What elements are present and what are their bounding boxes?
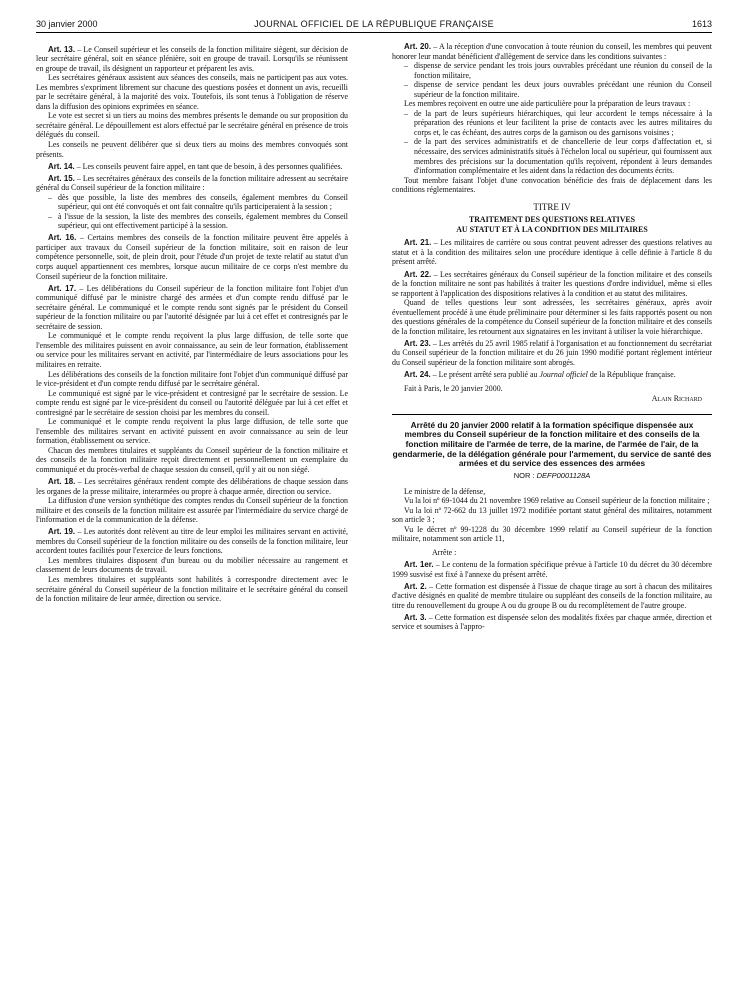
article-text: – Les secrétaires généraux des conseils de la fonction militaire adressent au secrétaire général du Conseil supérieur de la fonction militaire : [36,173,348,193]
section-subtitle-line: TRAITEMENT DES QUESTIONS RELATIVES [468,215,636,225]
article-15 [36,174,348,193]
page-header [36,14,712,33]
article-label: Art. 3. [404,612,427,622]
paragraph: Le communiqué est signé par le vice-président et contresigné par le secrétaire de session. Le compte rendu est signé par le vice-président du conseil ou l'autorité déléguée par lui à cet effet et contresigné par le secrétaire de session choisi par les membres du conseil. [36,388,348,417]
paragraph: Les membres titulaires et suppléants sont habilités à correspondre directement avec le secrétaire général du Conseil supérieur de la fonction militaire et le secrétaire général du conseil de la fonction militaire de leur armée, direction ou service. [36,575,348,604]
article-label: Art. 24. [404,370,431,379]
section-title: TITRE IV [533,201,571,212]
list-item: – dispense de service pendant les deux jours ouvrables précédant une réunion du Conseil supérieur de la fonction militaire. [404,80,712,99]
article-16 [36,233,348,281]
visa: Vu le décret nº 99-1228 du 30 décembre 1999 relatif au Conseil supérieur de la fonction militaire, notamment son article 11, [392,524,712,544]
list-item: – à l'issue de la session, la liste des membres des conseils, également membres du Conseil supérieur, qui ont effectivement participé à la session. [48,212,348,231]
article-text: – Cette formation est dispensée à l'issue de chaque tirage au sort à chacun des militaires d'active désignés en qualité de membre titulaire ou suppléant des conseils de la fonction militaire, au titre du renouvellement du groupe A ou du groupe B ou du recomplètement de l'autre groupe. [392,581,712,610]
article-text: – Cette formation est dispensée selon des modalités fixées par chaque armée, direction et service et soumises à l'appro- [392,612,712,632]
article-label: Art. 20. [404,42,432,51]
paragraph: Le communiqué et le compte rendu reçoivent la plus large diffusion, de telle sorte que l'ensemble des militaires puissent en avoir connaissance, au sein de leur formation, établissement ou service pour les militaires servant en activité, par l'intermédiaire de leurs associations pour les militaires en retraite. [36,331,348,369]
article-text: – A la réception d'une convocation à toute réunion du conseil, les membres qui peuvent honorer leur mandat bénéficient d'allègement de service dans les conditions suivantes : [392,42,712,61]
paragraph: Les secrétaires généraux assistent aux séances des conseils, mais ne participent pas aux votes. Les membres s'expriment librement sur chacune des questions posées et donnent un avis, recueilli par le secrétaire général, à la majorité des voix. Toutefois, ils sont tenus à l'obligation de réserve dans la diffusion des opinions exprimées en séance. [36,73,348,111]
article-text: – Le contenu de la formation spécifique prévue à l'article 10 du décret du 30 décembre 1999 susvisé est fixé à l'annexe du présent arrêté. [392,560,712,579]
article-22 [392,270,712,299]
dash-list [392,61,712,99]
list-item: – dès que possible, la liste des membres des conseils, également membres du Conseil supérieur, qui ont été convoqués et ont fait connaître qu'ils participeraient à la session ; [48,193,348,212]
article-text: – Les conseils peuvent faire appel, en tant que de besoin, à des personnes qualifiées. [74,161,343,171]
issue-date: 30 janvier 2000 [36,19,98,29]
nor-reference [392,471,712,481]
page-number: 1613 [691,19,712,29]
list-item: – de la part des services administratifs et de chancellerie de leur corps d'affectation et, si nécessaire, des services administratifs situés à l'échelon local ou supérieur, qui fournissent aux membres des précisions sur la documentation qu'ils reçoivent, répondent à leurs demandes d'information complémentaire et les aident dans la rédaction des documents écrits. [404,137,712,175]
article-text: – Le Conseil supérieur et les conseils de la fonction militaire siègent, sur décision de leur secrétaire général, soit en séance plénière, soit en groupe de travail. Lorsqu'ils se réunissent en groupe de travail, ils désignent un rapporteur et préparent les avis. [36,44,348,73]
decree-title: Arrêté du 20 janvier 2000 relatif à la formation spécifique dispensée aux membres du Conseil supérieur de la fonction militaire et des conseils de la fonction militaire de l'armée de terre, de la marine, de l'armée de l'air, de la gendarmerie, de la délégation générale pour l'armement, du service de santé des armées et du service des essences des armées [392,414,712,470]
article-text: – Certains membres des conseils de la fonction militaire peuvent être appelés à participer aux travaux du Conseil supérieur de la fonction militaire, soit en raison de leur compétence personnelle, soit, de plein droit, pour l'étude d'un projet de texte relatif au statut d'un corps auquel appartiennent ces membres, lorsque aucun militaire de ce corps n'est membre du Conseil supérieur de la fonction militaire. [36,233,348,281]
left-column [36,42,348,987]
nor-value: DEFP0001128A [536,471,591,481]
article-label: Art. 22. [404,269,432,279]
paragraph: Les membres titulaires disposent d'un bureau ou du mobilier nécessaire au rangement et classement de leurs documents de travail. [36,555,348,575]
paragraph: Les membres reçoivent en outre une aide particulière pour la préparation de leurs travaux : [404,99,691,109]
article-label: Art. 1er. [404,560,434,570]
article-14 [36,162,348,172]
section-subtitle [392,215,712,234]
article-label: Art. 21. [404,238,432,248]
minister-line: Le ministre de la défense, [404,486,486,496]
right-column [392,42,712,987]
section-subtitle-line: AU STATUT ET À LA CONDITION DES MILITAIRES [456,224,648,234]
article-1 [392,560,712,579]
paragraph: Les délibérations des conseils de la fonction militaire font l'objet d'un communiqué diffusé par le vice-président et d'un compte rendu diffusé par le secrétaire général. [36,369,348,389]
paragraph: Les conseils ne peuvent délibérer que si deux tiers au moins des membres convoqués sont présents. [36,139,348,159]
article-label: Art. 13. [48,44,76,54]
article-19 [36,527,348,556]
article-text: – Les délibérations du Conseil supérieur de la fonction militaire font l'objet d'un communiqué diffusé par le ministre chargé des armées et d'un compte rendu diffusé par le secrétaire général. Le communiqué et le compte rendu sont signés par le président du Conseil supérieur de la fonction militaire ou par l'autorité désignée par lui à cet effet et contresignés par le secrétaire de session. [36,283,348,331]
article-label: Art. 23. [404,338,431,348]
list-item: – dispense de service pendant les trois jours ouvrables précédant une réunion du conseil de la fonction militaire, [404,61,712,80]
article-17 [36,284,348,332]
article-text: – Les secrétaires généraux du Conseil supérieur de la fonction militaire et des conseils de la fonction militaire ne sont pas habilités à traiter les questions d'ordre individuel, même si elles se rapportent à l'application des dispositions relatives à la condition et au statut des militaires. [392,269,712,298]
article-20 [392,42,712,61]
article-label: Art. 19. [48,527,76,537]
visa: Vu la loi nº 69-1044 du 21 novembre 1969 relative au Conseil supérieur de la fonction militaire ; [404,496,710,506]
article-text: – Les secrétaires généraux rendent compte des délibérations de chaque session dans les organes de la presse militaire, interarmées ou propre à chaque armée, direction ou service. [36,477,348,496]
article-text: – Les militaires de carrière ou sous contrat peuvent adresser des questions relatives au statut et à la condition des militaires selon une procédure identique à celle définie à l'article 8 du présent arrêté. [392,238,712,267]
article-23 [392,339,712,368]
paragraph: Tout membre faisant l'objet d'une convocation bénéficie des frais de déplacement dans les conditions réglementaires. [392,175,712,195]
article-text: – Les arrêtés du 25 avril 1985 relatif à l'organisation et au fonctionnement du secrétariat du Conseil supérieur de la fonction militaire et du 26 juin 1990 modifié portant règlement intérieur du Conseil supérieur de la fonction militaire sont abrogés. [392,338,712,367]
article-label: Art. 16. [48,233,77,243]
dash-list [36,193,348,231]
paragraph: Le vote est secret si un tiers au moins des membres présents le demande ou sur proposition du secrétaire général. Le dépouillement est alors effectué par le secrétaire général en présence de trois délégués du conseil. [36,111,348,140]
paragraph: Le communiqué et le compte rendu reçoivent la plus large diffusion, de telle sorte que l'ensemble des militaires servant en activité puissent en avoir connaissance au sein de leur formation, établissement ou service. [36,417,348,446]
article-2 [392,582,712,611]
article-label: Art. 14. [48,161,75,171]
dash-list [392,109,712,176]
visa: Vu la loi nº 72-662 du 13 juillet 1972 modifiée portant statut général des militaires, notamment son article 3 ; [392,505,712,525]
article-18 [36,477,348,496]
article-13 [36,45,348,74]
paragraph: Quand de telles questions leur sont adressées, les secrétaires généraux, après avoir éventuellement procédé à une étude préliminaire pour déterminer si les faits rapportés posent ou non des questions générales de la compétence du Conseil supérieur de la fonction militaire et des conseils de la fonction militaire, les retournent aux signataires en les invitant à utiliser la voie hiérarchique. [392,298,712,336]
paragraph: Chacun des membres titulaires et suppléants du Conseil supérieur de la fonction militaire et des conseils de la fonction militaire reçoit directement et personnellement un exemplaire du communiqué et du procès-verbal de chaque session du conseil, qu'il y ait ou non siégé. [36,445,348,475]
article-text: de la République française. [587,370,676,379]
article-label: Art. 17. [48,283,77,293]
article-3 [392,613,712,632]
nor-label: NOR : [513,471,537,481]
place-date-line: Fait à Paris, le 20 janvier 2000. [404,383,503,393]
article-label: Art. 2. [404,581,427,591]
arrete-line: Arrête : [432,547,457,557]
article-label: Art. 15. [48,173,75,183]
article-21 [392,238,712,267]
paragraph: La diffusion d'une version synthétique des comptes rendus du Conseil supérieur de la fonction militaire et des conseils de la fonction militaire est assurée par l'intermédiaire du service chargé de l'information et de la communication de la défense. [36,496,348,525]
article-label: Art. 18. [48,477,76,487]
article-text: – Le présent arrêté sera publié au [430,370,540,379]
signature: Alain Richard [651,394,702,404]
article-24 [392,370,712,380]
article-text: – Les autorités dont relèvent au titre de leur emploi les militaires servant en activité, membres du Conseil supérieur de la fonction militaire ou des conseils de la fonction militaire, leur accordent toutes facilités pour l'exercice de leurs fonctions. [36,527,348,556]
journal-name: Journal officiel [539,370,588,379]
list-item: – de la part de leurs supérieurs hiérarchiques, qui leur accordent le temps nécessaire à la préparation des réunions et leur facilitent la prise de contacts avec les autres militaires du corps et, le cas échéant, des autres corps de la garnison ou des garnisons voisines ; [404,109,712,138]
journal-title: JOURNAL OFFICIEL DE LA RÉPUBLIQUE FRANÇAISE [254,19,494,29]
